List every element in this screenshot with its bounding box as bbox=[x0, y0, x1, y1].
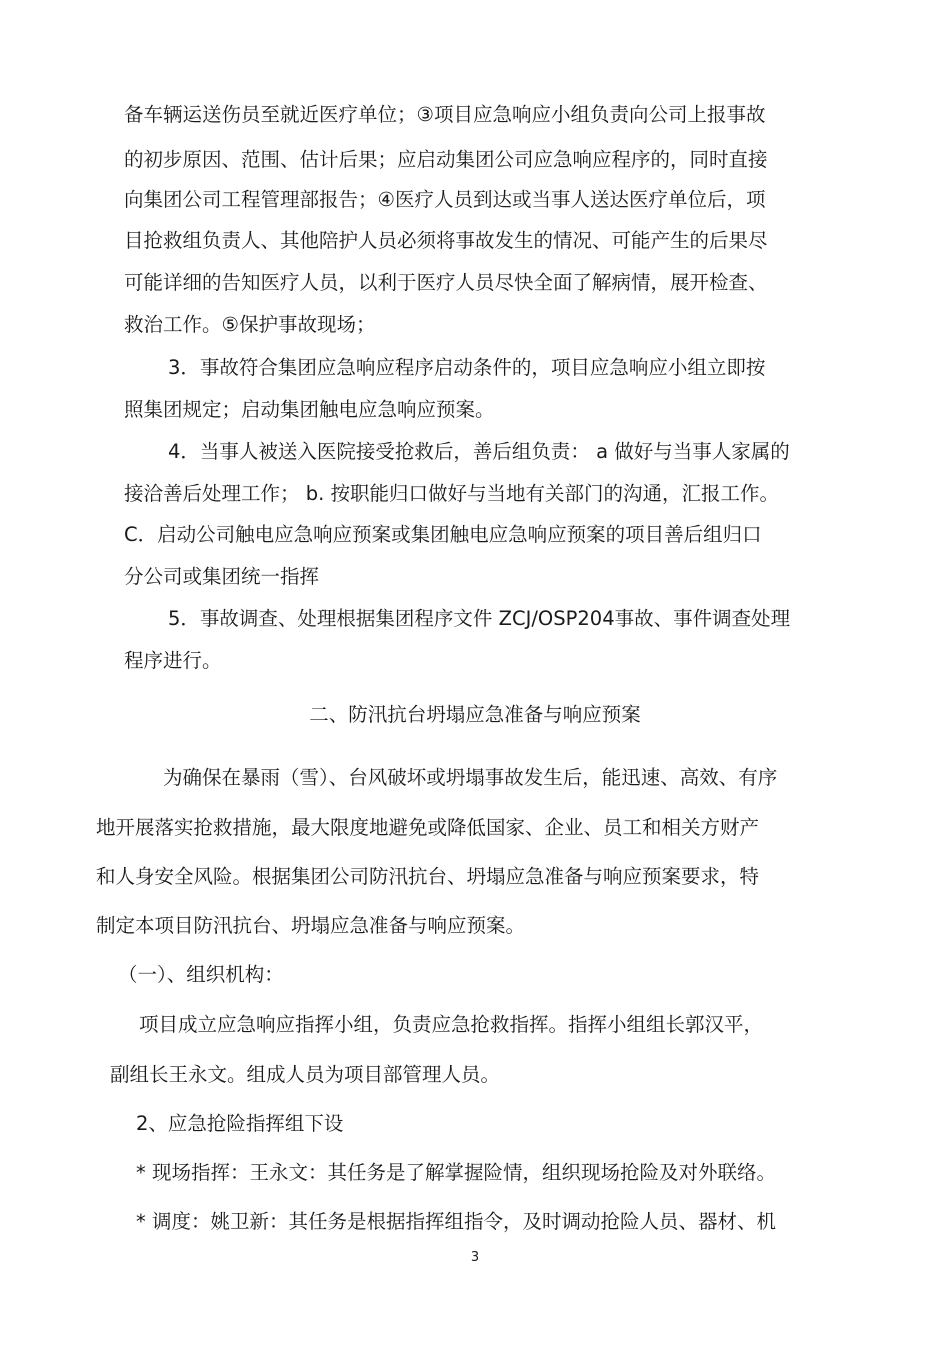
text-line: 救治工作。⑤保护事故现场； bbox=[124, 313, 376, 336]
text-line: * 现场指挥：王永文：其任务是了解掌握险情，组织现场抢险及对外联络。 bbox=[136, 1161, 776, 1184]
text-line: 4．当事人被送入医院接受抢救后，善后组负责： a 做好与当事人家属的 bbox=[168, 440, 790, 463]
text-line: （一）、组织机构： bbox=[118, 963, 284, 986]
text-line: 照集团规定；启动集团触电应急响应预案。 bbox=[124, 398, 495, 421]
text-line: * 调度：姚卫新：其任务是根据指挥组指令，及时调动抢险人员、器材、机 bbox=[136, 1210, 776, 1233]
text-line: 2、应急抢险指挥组下设 bbox=[136, 1112, 344, 1135]
text-line: 备车辆运送伤员至就近医疗单位；③项目应急响应小组负责向公司上报事故 bbox=[124, 103, 766, 126]
text-line: 可能详细的告知医疗人员，以利于医疗人员尽快全面了解病情，展开检查、 bbox=[124, 271, 768, 294]
text-line: 接洽善后处理工作； b. 按职能归口做好与当地有关部门的沟通，汇报工作。 bbox=[124, 482, 779, 505]
text-line: 制定本项目防汛抗台、坍塌应急准备与响应预案。 bbox=[96, 914, 526, 937]
text-line: C．启动公司触电应急响应预案或集团触电应急响应预案的项目善后组归口 bbox=[124, 523, 762, 546]
text-line: 地开展落实抢救措施，最大限度地避免或降低国家、企业、员工和相关方财产 bbox=[96, 816, 760, 839]
text-line: 目抢救组负责人、其他陪护人员必须将事故发生的情况、可能产生的后果尽 bbox=[124, 229, 768, 252]
text-line: 和人身安全风险。根据集团公司防汛抗台、坍塌应急准备与响应预案要求，特 bbox=[96, 865, 760, 888]
text-line: 副组长王永文。组成人员为项目部管理人员。 bbox=[110, 1063, 501, 1086]
text-line: 程序进行。 bbox=[124, 649, 222, 672]
text-line: 分公司或集团统一指挥 bbox=[124, 565, 320, 588]
text-line: 的初步原因、范围、估计后果；应启动集团公司应急响应程序的，同时直接 bbox=[124, 148, 768, 171]
page-number: 3 bbox=[470, 1250, 480, 1265]
text-line: 项目成立应急响应指挥小组，负责应急抢救指挥。指挥小组组长郭汉平， bbox=[139, 1013, 764, 1036]
text-line: 3．事故符合集团应急响应程序启动条件的，项目应急响应小组立即按 bbox=[168, 356, 766, 379]
section-title: 二、防汛抗台坍塌应急准备与响应预案 bbox=[309, 703, 641, 726]
text-line: 为确保在暴雨（雪）、台风破坏或坍塌事故发生后，能迅速、高效、有序 bbox=[163, 766, 778, 789]
text-line: 向集团公司工程管理部报告；④医疗人员到达或当事人送达医疗单位后，项 bbox=[124, 188, 766, 211]
text-line: 5．事故调查、处理根据集团程序文件 ZCJ/OSP204事故、事件调查处理 bbox=[168, 607, 791, 630]
